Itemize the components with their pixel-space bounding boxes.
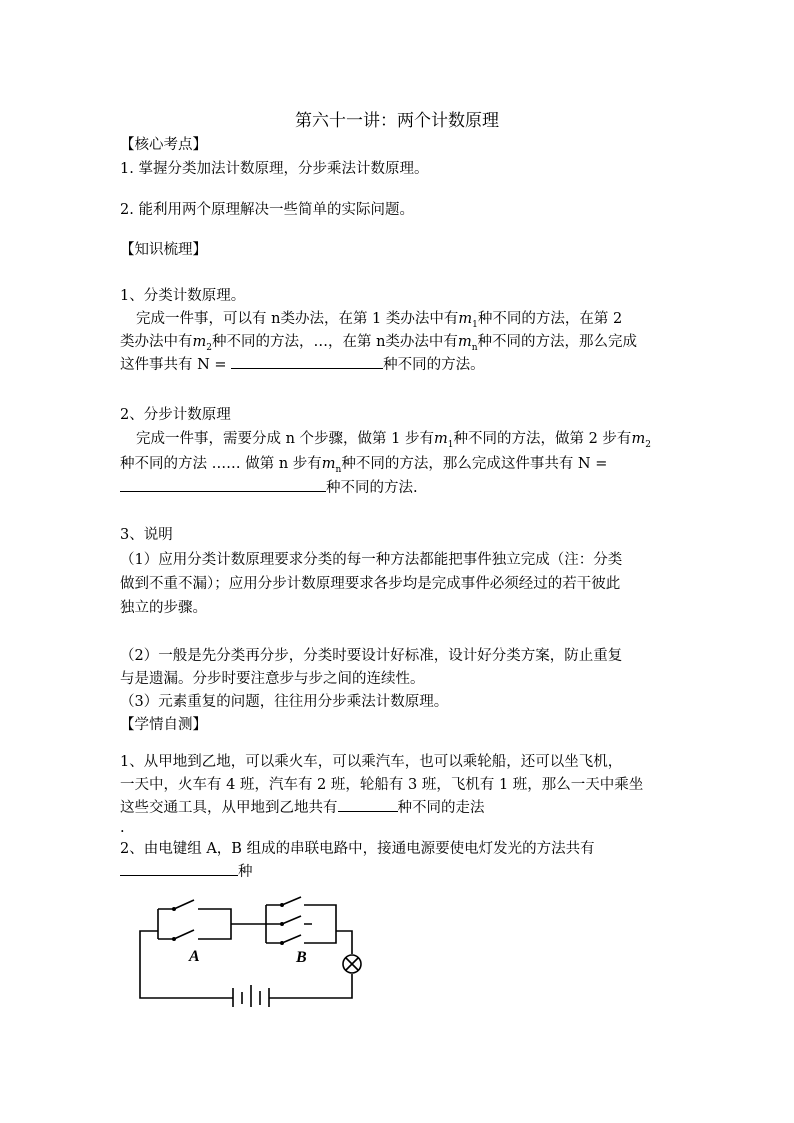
section3-heading: 3、说明 — [120, 527, 173, 543]
circuit-wire-left — [140, 931, 233, 998]
section2-line1: 完成一件事，需要分成 n 个步骤，做第 1 步有$m_1$种不同的方法，做第 2 步有$m_2$ — [136, 431, 651, 450]
section3-p1-line3: 独立的步骤。 — [120, 600, 207, 616]
selftest-header: 【学情自测】 — [120, 717, 207, 733]
math-m1: $m_1$ — [458, 311, 478, 330]
switch-a1 — [174, 900, 194, 909]
section3-p1-line2: 做到不重不漏）；应用分步计数原理要求各步均是完成事件必须经过的若干彼此 — [120, 576, 621, 592]
q1-dot: . — [120, 820, 125, 836]
label-a: A — [189, 948, 200, 965]
math-mn: $m_n$ — [457, 334, 478, 353]
core-header: 【核心考点】 — [120, 137, 207, 153]
section1-line3: 这件事共有 N = 种不同的方法。 — [120, 354, 485, 376]
switch-b2 — [282, 916, 301, 924]
math-m2: $m_2$ — [631, 431, 651, 450]
answer-blank-3[interactable] — [338, 797, 398, 812]
switch-a2 — [174, 930, 194, 939]
switch-b1 — [282, 897, 301, 905]
switch-group-b-box — [266, 905, 336, 943]
section2-line2: 种不同的方法 …… 做第 n 步有$m_n$种不同的方法，那么完成这件事共有 N = — [120, 456, 608, 475]
answer-blank-2[interactable] — [120, 477, 326, 492]
section1-line1: 完成一件事，可以有 n类办法，在第 1 类办法中有$m_1$种不同的方法，在第 2 — [136, 311, 623, 330]
section3-p2-line2: 与是遗漏。分步时要注意步与步之间的连续性。 — [120, 671, 425, 687]
section1-line2: 类办法中有$m_2$种不同的方法，…，在第 n类办法中有$m_n$种不同的方法，那么完成 — [120, 334, 637, 353]
switch-group-a-box — [158, 909, 266, 939]
math-m2: $m_2$ — [192, 334, 212, 353]
knowledge-header: 【知识梳理】 — [120, 242, 207, 258]
q1-line3: 这些交通工具，从甲地到乙地共有 种不同的走法 — [120, 797, 485, 819]
q2-line1: 2、由电键组 A，B 组成的串联电路中，接通电源要使电灯发光的方法共有 — [120, 841, 595, 857]
core-item-2: 2. 能利用两个原理解决一些简单的实际问题。 — [120, 202, 414, 218]
q1-line2: 一天中，火车有 4 班，汽车有 2 班，轮船有 3 班，飞机有 1 班，那么一天中乘坐 — [120, 777, 644, 793]
answer-blank-1[interactable] — [231, 354, 383, 369]
circuit-wire-right — [269, 974, 352, 998]
answer-blank-4[interactable] — [120, 861, 238, 876]
circuit-diagram — [136, 895, 368, 1007]
q1-line1: 1、从甲地到乙地，可以乘火车，可以乘汽车，也可以乘轮船，还可以坐飞机， — [120, 754, 623, 770]
section2-line3: 种不同的方法. — [120, 477, 418, 499]
math-mn: $m_n$ — [321, 456, 342, 475]
math-m1: $m_1$ — [434, 431, 454, 450]
circuit-wire-bulb-top — [336, 931, 352, 954]
page-title: 第六十一讲：两个计数原理 — [295, 111, 499, 131]
core-item-1: 1. 掌握分类加法计数原理，分步乘法计数原理。 — [120, 161, 429, 177]
section3-p3: （3）元素重复的问题，往往用分步乘法计数原理。 — [120, 694, 449, 710]
section2-heading: 2、分步计数原理 — [120, 407, 231, 423]
label-b: B — [296, 949, 307, 966]
section3-p2-line1: （2）一般是先分类再分步，分类时要设计好标准，设计好分类方案，防止重复 — [120, 648, 623, 664]
section1-heading: 1、分类计数原理。 — [120, 288, 246, 304]
q2-line2: 种 — [120, 861, 253, 883]
battery-icon — [233, 985, 269, 1007]
section3-p1-line1: （1）应用分类计数原理要求分类的每一种方法都能把事件独立完成（注：分类 — [120, 552, 623, 568]
switch-b3 — [282, 935, 301, 943]
